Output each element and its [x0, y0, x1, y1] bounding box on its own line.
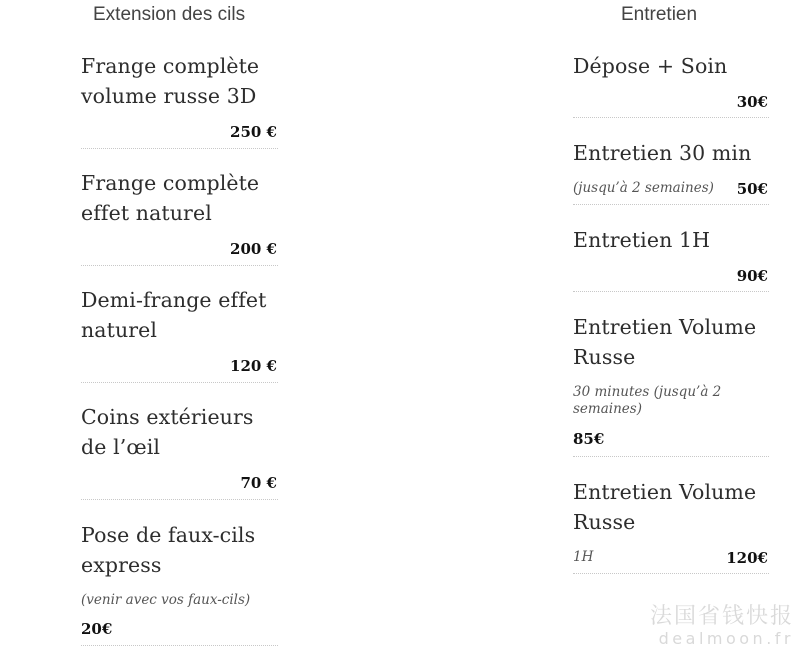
item-name: Dépose + Soin — [573, 54, 728, 78]
menu-item — [81, 520, 278, 646]
item-price: 50€ — [736, 180, 768, 198]
item-name: Entretien 1H — [573, 228, 711, 252]
menu-item — [81, 168, 278, 266]
item-note: 1H — [573, 549, 594, 565]
menu-item — [573, 477, 769, 574]
item-price: 20€ — [81, 620, 113, 638]
item-note: (jusqu’à 2 semaines) — [573, 180, 714, 196]
item-name: Entretien Volume Russe — [573, 480, 757, 534]
watermark-chinese-text: 法国省钱快报 — [649, 604, 794, 629]
item-name: Entretien Volume Russe — [573, 315, 757, 369]
item-name: Demi-frange effet naturel — [81, 288, 267, 342]
item-price: 85€ — [573, 430, 605, 448]
column-heading-extension: Extension des cils — [93, 4, 246, 25]
item-price: 70 € — [240, 474, 277, 492]
menu-item — [573, 312, 769, 457]
menu-item — [573, 51, 769, 118]
menu-item — [81, 51, 278, 149]
menu-item — [81, 402, 278, 500]
menu-item — [81, 285, 278, 383]
item-note: (venir avec vos faux-cils) — [81, 592, 251, 608]
watermark-site-text: dealmoon.fr — [658, 629, 794, 648]
menu-item — [573, 225, 769, 292]
item-name: Coins extérieurs de l’œil — [81, 405, 254, 459]
item-price: 250 € — [230, 123, 277, 141]
item-note: 30 minutes (jusqu’à 2 semaines) — [573, 384, 722, 417]
item-price: 120€ — [726, 549, 768, 567]
dealmoon-watermark — [650, 604, 794, 648]
item-name: Entretien 30 min — [573, 141, 752, 165]
item-price: 90€ — [736, 267, 768, 285]
item-name: Frange complète volume russe 3D — [81, 54, 260, 108]
item-name: Frange complète effet naturel — [81, 171, 260, 225]
item-price: 30€ — [736, 93, 768, 111]
item-price: 120 € — [230, 357, 277, 375]
column-heading-maintenance: Entretien — [621, 4, 698, 25]
item-name: Pose de faux-cils express — [81, 523, 256, 577]
item-price: 200 € — [230, 240, 277, 258]
menu-item — [573, 138, 769, 205]
